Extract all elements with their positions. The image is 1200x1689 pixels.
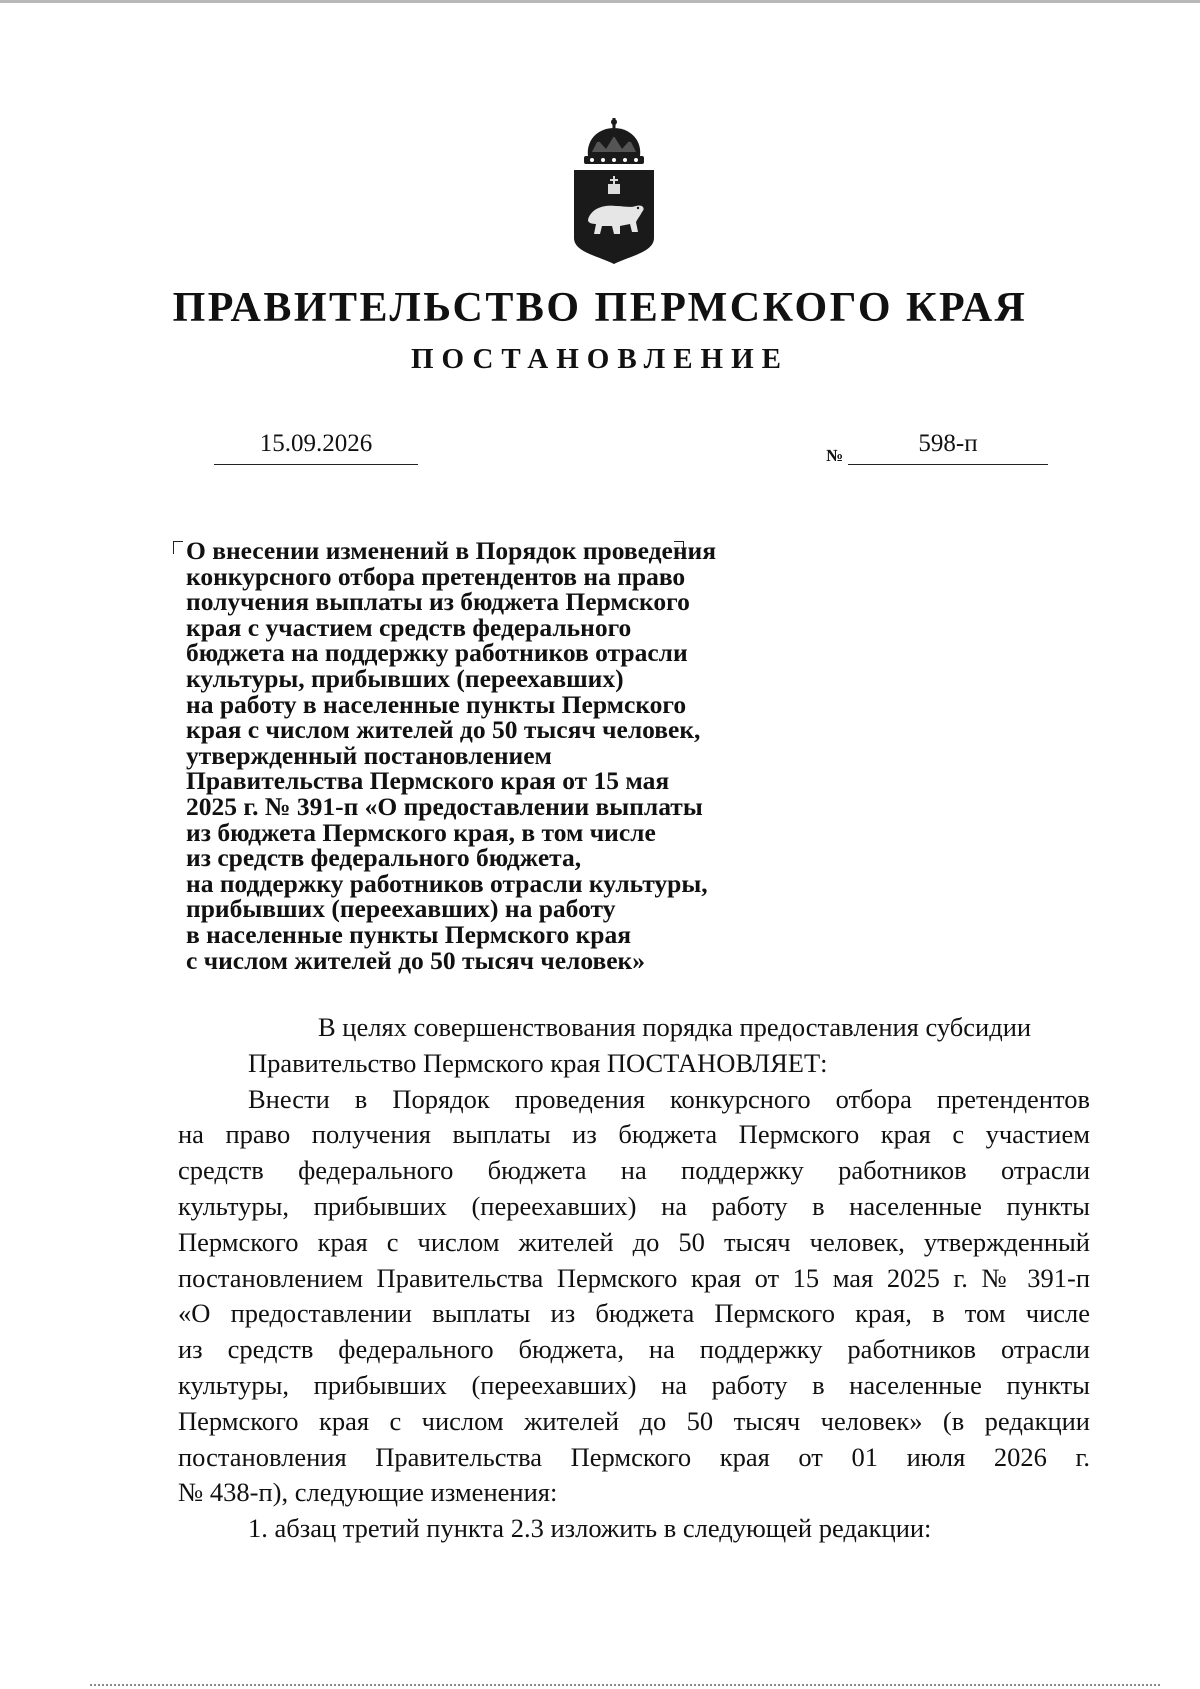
organization-title: ПРАВИТЕЛЬСТВО ПЕРМСКОГО КРАЯ — [172, 285, 1028, 331]
document-number: 598-п — [848, 426, 1048, 465]
heading-line: получения выплаты из бюджета Пермского — [186, 587, 690, 617]
main-paragraph-line: средств федерального бюджета на поддержку работников отрасли — [178, 1155, 1090, 1186]
heading-corner-mark-left — [173, 541, 183, 554]
main-paragraph-line: «О предоставлении выплаты из бюджета Пермского края, в том числе — [178, 1298, 1090, 1329]
item-1-paragraph — [178, 1511, 1090, 1547]
preamble-paragraph — [178, 1010, 1090, 1082]
heading-line: О внесении изменений в Порядок проведения — [186, 536, 716, 565]
main-paragraph-line: № 438-п), следующие изменения: — [178, 1477, 558, 1508]
perm-krai-coat-of-arms-icon — [568, 116, 660, 264]
main-paragraph-line: постановления Правительства Пермского края от 01 июля 2026 г. — [178, 1441, 1090, 1472]
document-type: ПОСТАНОВЛЕНИЕ — [410, 343, 789, 375]
heading-line: Правительства Пермского края от 15 мая — [186, 766, 670, 796]
heading-line: на работу в населенные пункты Пермского — [186, 689, 687, 719]
heading-line: края с участием средств федерального — [186, 612, 632, 642]
heading-line: прибывших (переехавших) на работу — [186, 894, 616, 924]
heading-line: из средств федерального бюджета, — [186, 843, 582, 873]
heading-line: утвержденный постановлением — [186, 740, 552, 770]
main-paragraph-line: на право получения выплаты из бюджета Пермского края с участием — [178, 1119, 1090, 1150]
main-paragraph-line: культуры, прибывших (переехавших) на работу в населенные пункты — [178, 1369, 1090, 1400]
heading-line: края с числом жителей до 50 тысяч человек, — [186, 715, 701, 745]
main-paragraph-line: Внести в Порядок проведения конкурсного отбора претендентов — [248, 1083, 1090, 1114]
scan-top-edge — [0, 0, 1200, 3]
main-paragraph-line: из средств федерального бюджета, на поддержку работников отрасли — [178, 1334, 1090, 1365]
main-paragraph-line: Пермского края с числом жителей до 50 тысяч человек, утвержденный — [178, 1226, 1090, 1257]
heading-line: на поддержку работников отрасли культуры, — [186, 868, 708, 898]
heading-line: в населенные пункты Пермского края — [186, 919, 632, 949]
document-date: 15.09.2026 — [214, 426, 418, 465]
number-sign: № — [826, 446, 844, 465]
heading-line: бюджета на поддержку работников отрасли — [186, 638, 688, 668]
scan-bottom-edge — [90, 1684, 1160, 1686]
main-paragraph — [178, 1082, 1090, 1512]
heading-line: культуры, прибывших (переехавших) — [186, 663, 624, 693]
main-paragraph-line: культуры, прибывших (переехавших) на работу в населенные пункты — [178, 1190, 1090, 1221]
preamble-line: Правительство Пермского края ПОСТАНОВЛЯЕТ: — [248, 1047, 828, 1078]
heading-line: 2025 г. № 391-п «О предоставлении выплаты — [186, 791, 703, 821]
document-heading — [186, 538, 826, 973]
heading-line: из бюджета Пермского края, в том числе — [186, 817, 656, 847]
preamble-line: В целях совершенствования порядка предоставления субсидии — [318, 1012, 1032, 1042]
heading-line: конкурсного отбора претендентов на право — [186, 561, 686, 591]
main-paragraph-line: постановлением Правительства Пермского края от 15 мая 2025 г. № 391-п — [178, 1262, 1090, 1293]
item-1-text: 1. абзац третий пункта 2.3 изложить в следующей редакции: — [248, 1513, 932, 1544]
heading-line: с числом жителей до 50 тысяч человек» — [186, 945, 645, 975]
main-paragraph-line: Пермского края с числом жителей до 50 тысяч человек» (в редакции — [178, 1405, 1090, 1436]
document-body — [178, 1010, 1090, 1547]
